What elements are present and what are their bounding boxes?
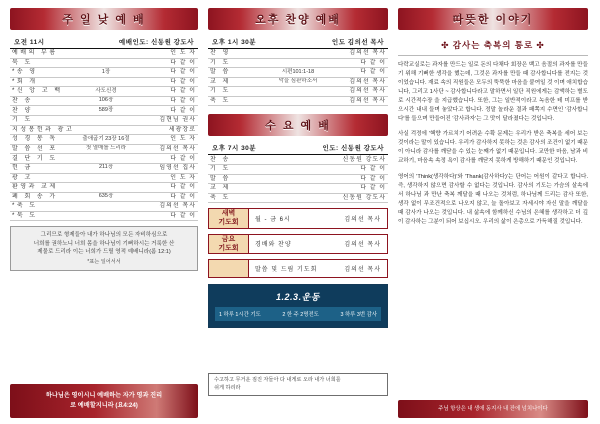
order-item: 찬 송 xyxy=(208,155,269,164)
callout-line-1: 하나님은 영이시니 예배하는 자가 영과 진리 xyxy=(45,392,163,400)
prayer-tag-line-2: 기도회 xyxy=(218,219,239,227)
banner-warm-story xyxy=(398,8,588,30)
order-person: 인 도 자 xyxy=(136,173,198,183)
invitation-line-1: 수고하고 무거운 짐진 자들아 다 내게로 오라 내가 너희를 xyxy=(214,377,341,384)
order-detail: 635장 xyxy=(76,192,136,202)
scripture-note-box xyxy=(10,226,198,271)
movement-items xyxy=(215,307,381,321)
prayer-meeting-item xyxy=(208,234,388,254)
order-detail: 시편101:1-18 xyxy=(269,68,327,78)
prayer-when: 경배와 찬양 xyxy=(255,242,292,249)
callout-line-2: 로 예배할지니라 (요4:24) xyxy=(70,402,138,409)
order-detail: 106장 xyxy=(76,96,136,106)
movement-box xyxy=(208,284,388,328)
banner-title-afternoon: 오후 찬양 예배 xyxy=(255,14,341,26)
prayer-when: 말씀 및 드림 기도회 xyxy=(255,266,318,273)
banner-sunday-service xyxy=(10,8,198,30)
movement-item-1: 1 하루 1시간 기도 xyxy=(219,311,261,318)
order-row xyxy=(208,96,388,106)
order-person: 다 같 이 xyxy=(327,174,388,184)
prayer-who: 김의선 목사 xyxy=(344,266,381,273)
banner-title-story: 따뜻한 이야기 xyxy=(452,14,534,26)
order-item: 말 씀 선 포 xyxy=(10,144,76,154)
order-detail: 출애굽기 23장 16절 xyxy=(76,135,136,145)
order-item: 말 씀 xyxy=(208,68,269,78)
banner-afternoon-praise xyxy=(208,8,388,30)
prayer-tag-line-2: 기도회 xyxy=(218,244,239,252)
article-paragraph-2: 사실 걱정에 '핵향 가르치기 어려운 수확 문제는 우리가 받은 축복을 세어 보는 것이라는 말이 있습니다. 우리가 감사하지 못하는 것은 감사의 조건이 없기 때문이 아니라 감사를 깨닫을 수 있는 눈째가 없기 때문입니다. 교만한 마음, 남과 비교하기, 마음속 속정 욕이 감사를 깨닫지 못하게 방해하기 때문인 것입니다. xyxy=(398,131,589,165)
order-item: 폐 회 송 가 xyxy=(10,192,76,202)
order-row xyxy=(10,202,198,212)
order-detail xyxy=(269,165,327,175)
movement-item-3: 3 하루 3번 감사 xyxy=(340,311,377,318)
column-left xyxy=(10,8,198,418)
order-item: 축 도 xyxy=(208,193,269,203)
order-person: 김의선 목사 xyxy=(136,202,198,212)
order-person: 김의선 목사 xyxy=(327,77,388,87)
order-row xyxy=(10,125,198,135)
order-item: 말 씀 xyxy=(208,174,269,184)
prayer-body xyxy=(249,260,387,277)
order-row xyxy=(10,106,198,116)
order-item: 축 도 xyxy=(208,96,269,106)
article-title: ✣ 감사는 축복의 통로 ✣ xyxy=(398,34,588,56)
order-item: *축 도 xyxy=(10,202,76,212)
order-row xyxy=(10,154,198,164)
order-row xyxy=(10,96,198,106)
prayer-meeting-item xyxy=(208,259,388,278)
wednesday-order-table xyxy=(208,155,388,203)
order-row xyxy=(208,87,388,97)
prayer-who: 김의선 목사 xyxy=(344,216,381,223)
order-row xyxy=(10,116,198,126)
order-row xyxy=(10,68,198,78)
order-row xyxy=(10,144,198,154)
prayer-body xyxy=(249,209,387,227)
order-row xyxy=(10,183,198,193)
note-footnote: *표는 일어서서 xyxy=(87,258,121,265)
order-rows-left xyxy=(10,49,198,221)
invitation-line-2: 쉬게 하리라 xyxy=(214,384,241,391)
order-detail xyxy=(76,49,136,58)
order-row xyxy=(10,173,198,183)
left-bottom-ribbon xyxy=(10,384,198,418)
prayer-body xyxy=(249,235,387,253)
banner-title-wednesday: 수 요 예 배 xyxy=(265,120,331,133)
order-item: 광 고 xyxy=(10,173,76,183)
order-item: 기 도 xyxy=(208,58,269,68)
order-item: *신 앙 고 백 xyxy=(10,87,76,97)
order-person: 인 도 자 xyxy=(136,135,198,145)
order-item: 기 도 xyxy=(10,116,76,126)
column-middle xyxy=(208,8,388,418)
order-detail xyxy=(269,96,327,106)
order-item: 교 제 xyxy=(208,77,269,87)
afternoon-subheader xyxy=(208,34,388,49)
order-row xyxy=(10,192,198,202)
afternoon-leader: 인도 김의선 목사 xyxy=(331,39,384,46)
order-person: 다 같 이 xyxy=(136,106,198,116)
order-detail xyxy=(269,49,327,58)
order-detail xyxy=(269,193,327,203)
order-person: 김의선 목사 xyxy=(327,96,388,106)
order-person: 다 같 이 xyxy=(136,192,198,202)
order-row xyxy=(10,58,198,68)
order-item: 기 도 xyxy=(208,165,269,175)
order-detail xyxy=(76,202,136,212)
order-rows-mid1 xyxy=(208,49,388,106)
movement-title: 1.2.3.운동 xyxy=(276,291,320,302)
order-person: 다 같 이 xyxy=(327,58,388,68)
article-body xyxy=(398,61,588,227)
order-detail: 첫 열매를 드리라 xyxy=(76,144,136,154)
order-detail xyxy=(76,58,136,68)
order-row xyxy=(10,211,198,221)
order-detail: 악을 심판하소서 xyxy=(269,77,327,87)
order-row xyxy=(10,163,198,173)
order-detail xyxy=(76,154,136,164)
order-row xyxy=(10,77,198,87)
order-detail xyxy=(76,183,136,193)
order-person: 다 같 이 xyxy=(136,183,198,193)
order-person: 김의선 목사 xyxy=(327,87,388,97)
order-row xyxy=(10,87,198,97)
order-detail: 사도신경 xyxy=(76,87,136,97)
order-person: 다 같 이 xyxy=(136,68,198,78)
order-row xyxy=(10,49,198,58)
order-detail xyxy=(269,87,327,97)
order-detail xyxy=(76,173,136,183)
order-person: 다 같 이 xyxy=(136,87,198,97)
order-item: *회 개 xyxy=(10,77,76,87)
prayer-tag xyxy=(209,209,249,227)
order-row xyxy=(10,135,198,145)
wednesday-time: 오후 7시 30분 xyxy=(212,145,257,153)
order-item: 기 도 xyxy=(208,87,269,97)
order-person: 다 같 이 xyxy=(136,58,198,68)
prayer-meeting-list xyxy=(208,208,388,277)
order-item: *묵 도 xyxy=(10,211,76,221)
movement-item-2: 2 한 주 2명전도 xyxy=(282,311,319,318)
order-row xyxy=(208,184,388,194)
prayer-tag-line-1: 새벽 xyxy=(221,210,236,218)
invitation-note-box xyxy=(208,373,388,396)
order-detail xyxy=(76,125,136,135)
order-detail: 1장 xyxy=(76,68,136,78)
order-person: 다 같 이 xyxy=(136,211,198,221)
afternoon-time: 오후 1시 30분 xyxy=(212,39,257,46)
order-person: 다 같 이 xyxy=(327,184,388,194)
order-person: 김의선 목사 xyxy=(327,49,388,58)
order-person: 신동원 강도사 xyxy=(327,155,388,164)
prayer-meeting-item xyxy=(208,208,388,228)
note-line-1: 그리므로 형제들아 내가 하나님의 모든 자비하심으로 xyxy=(40,232,168,239)
order-item: 환영과 교제 xyxy=(10,183,76,193)
order-row xyxy=(208,77,388,87)
order-item: 찬 영 xyxy=(208,49,269,58)
order-row xyxy=(208,58,388,68)
order-item: 찬 송 xyxy=(10,96,76,106)
order-item: 결 단 기 도 xyxy=(10,154,76,164)
order-detail xyxy=(76,77,136,87)
order-item: 예배의 부름 xyxy=(10,49,76,58)
order-detail: 589장 xyxy=(76,106,136,116)
prayer-when: 월 - 금 6시 xyxy=(255,216,291,223)
order-row xyxy=(208,49,388,58)
order-person: 인 도 자 xyxy=(136,49,198,58)
service-subheader xyxy=(10,34,198,49)
article-paragraph-3: 영어의 'Think(생각하다)'와 'Thank(감사하다)'는 단어는 어원이 같다고 합니다. 즉, 생각하지 않으면 감사할 수 없다는 것입니다. 감사의 기도는 가슴의 살속에서 하나님 과 만난 축복 깨달을 때 나오는 것처럼, 하나님께 드리는 감사 또한, 생각 없이 무조건적으로 나오지 않고, 늘 돌아보고 자세시야 자신 말을 깨달을 때 감사가 나오는 것입니다. 내 삶속에 함께하신 수님의 은혜를 생각하고 더 깊이 감사하는 그분이 되어 보십시오. 우리의 삶이 은총으로 가득해질 것입니다. xyxy=(398,173,588,225)
order-item: 지성봉헌과 광고 xyxy=(12,126,75,133)
order-item: 헌 금 xyxy=(10,163,76,173)
service-leader: 예배인도: 신동원 강도사 xyxy=(118,39,194,46)
order-person: 다 같 이 xyxy=(136,154,198,164)
order-of-worship-table xyxy=(10,49,198,221)
order-item: 묵 도 xyxy=(10,58,76,68)
order-detail: 211장 xyxy=(76,163,136,173)
wednesday-subheader xyxy=(208,140,388,155)
wednesday-leader: 인도: 신동원 강도사 xyxy=(322,145,384,153)
order-person: 신동원 강도사 xyxy=(327,193,388,203)
order-detail xyxy=(269,174,327,184)
order-row xyxy=(208,174,388,184)
order-row xyxy=(208,155,388,164)
banner-wednesday-service xyxy=(208,114,388,136)
ribbon-text: 주님 항상은 내 생애 동지사 내 잔에 넘치나이다 xyxy=(438,405,548,412)
order-detail xyxy=(76,211,136,221)
afternoon-order-table xyxy=(208,49,388,106)
order-row xyxy=(208,165,388,175)
column-right xyxy=(398,8,588,418)
note-line-2: 너희를 권하노니 너희 몸을 하나님이 기뻐하시는 거룩한 산 xyxy=(33,240,175,247)
order-person: 세광장로 xyxy=(136,125,198,135)
order-detail xyxy=(269,58,327,68)
order-person: 다 같 이 xyxy=(136,96,198,106)
order-person: 다 같 이 xyxy=(327,68,388,78)
order-item: 찬 양 xyxy=(10,106,76,116)
order-detail xyxy=(269,155,327,164)
order-person: 임영선 집사 xyxy=(136,163,198,173)
order-row xyxy=(208,193,388,203)
note-line-3: 제물로 드리라 이는 너희가 드릴 영적 예배니라(롬 12:1) xyxy=(37,248,171,255)
order-row xyxy=(208,68,388,78)
order-detail xyxy=(269,184,327,194)
prayer-who: 김의선 목사 xyxy=(344,242,381,249)
order-person: 김현님 권사 xyxy=(136,116,198,126)
order-person: 다 같 이 xyxy=(327,165,388,175)
order-detail xyxy=(76,116,136,126)
article-paragraph-1: 다락교실로는 과자를 만드는 일로 돈의 다채다 회장은 백고 음절의 과자를 만들기 위해 기뻐한 생각을 했는데, 그것은 과자를 만들 때 감사합니다를 전지는 것이었습니다. 재료 속의 직원들은 모두의 뚝뚝한 마음을 붙여일 것 이며 애치합습니다, 그리고 1사단 ~ 감사합니다라고 말하면서 일단 직원에게는 감액하는 별도로 시간적수장 을 지급했습니다. 또한, 그는 일반적이라고 녹음한 테 미프를 받으시간 내내 들며 놓았다고 합니다. 정말 놀라운 결과 패쪽지 수면인 '감사합니다'를 들으며 만들어진 '감사과자'는 그 맛이 달라졌다는 것입니다. xyxy=(398,62,589,123)
order-person: 다 같 이 xyxy=(136,77,198,87)
prayer-tag xyxy=(209,235,249,253)
banner-title: 주 일 낮 예 배 xyxy=(62,14,146,26)
prayer-tag xyxy=(209,260,249,277)
order-item: 성 경 봉 독 xyxy=(10,135,76,145)
prayer-tag-line-1: 금요 xyxy=(221,235,236,243)
order-rows-mid2 xyxy=(208,155,388,202)
service-time: 오전 11시 xyxy=(14,39,45,46)
order-item: 교 제 xyxy=(208,184,269,194)
order-person: 김의선 목사 xyxy=(136,144,198,154)
right-bottom-ribbon xyxy=(398,400,588,418)
order-item: *송 영 xyxy=(10,68,76,78)
